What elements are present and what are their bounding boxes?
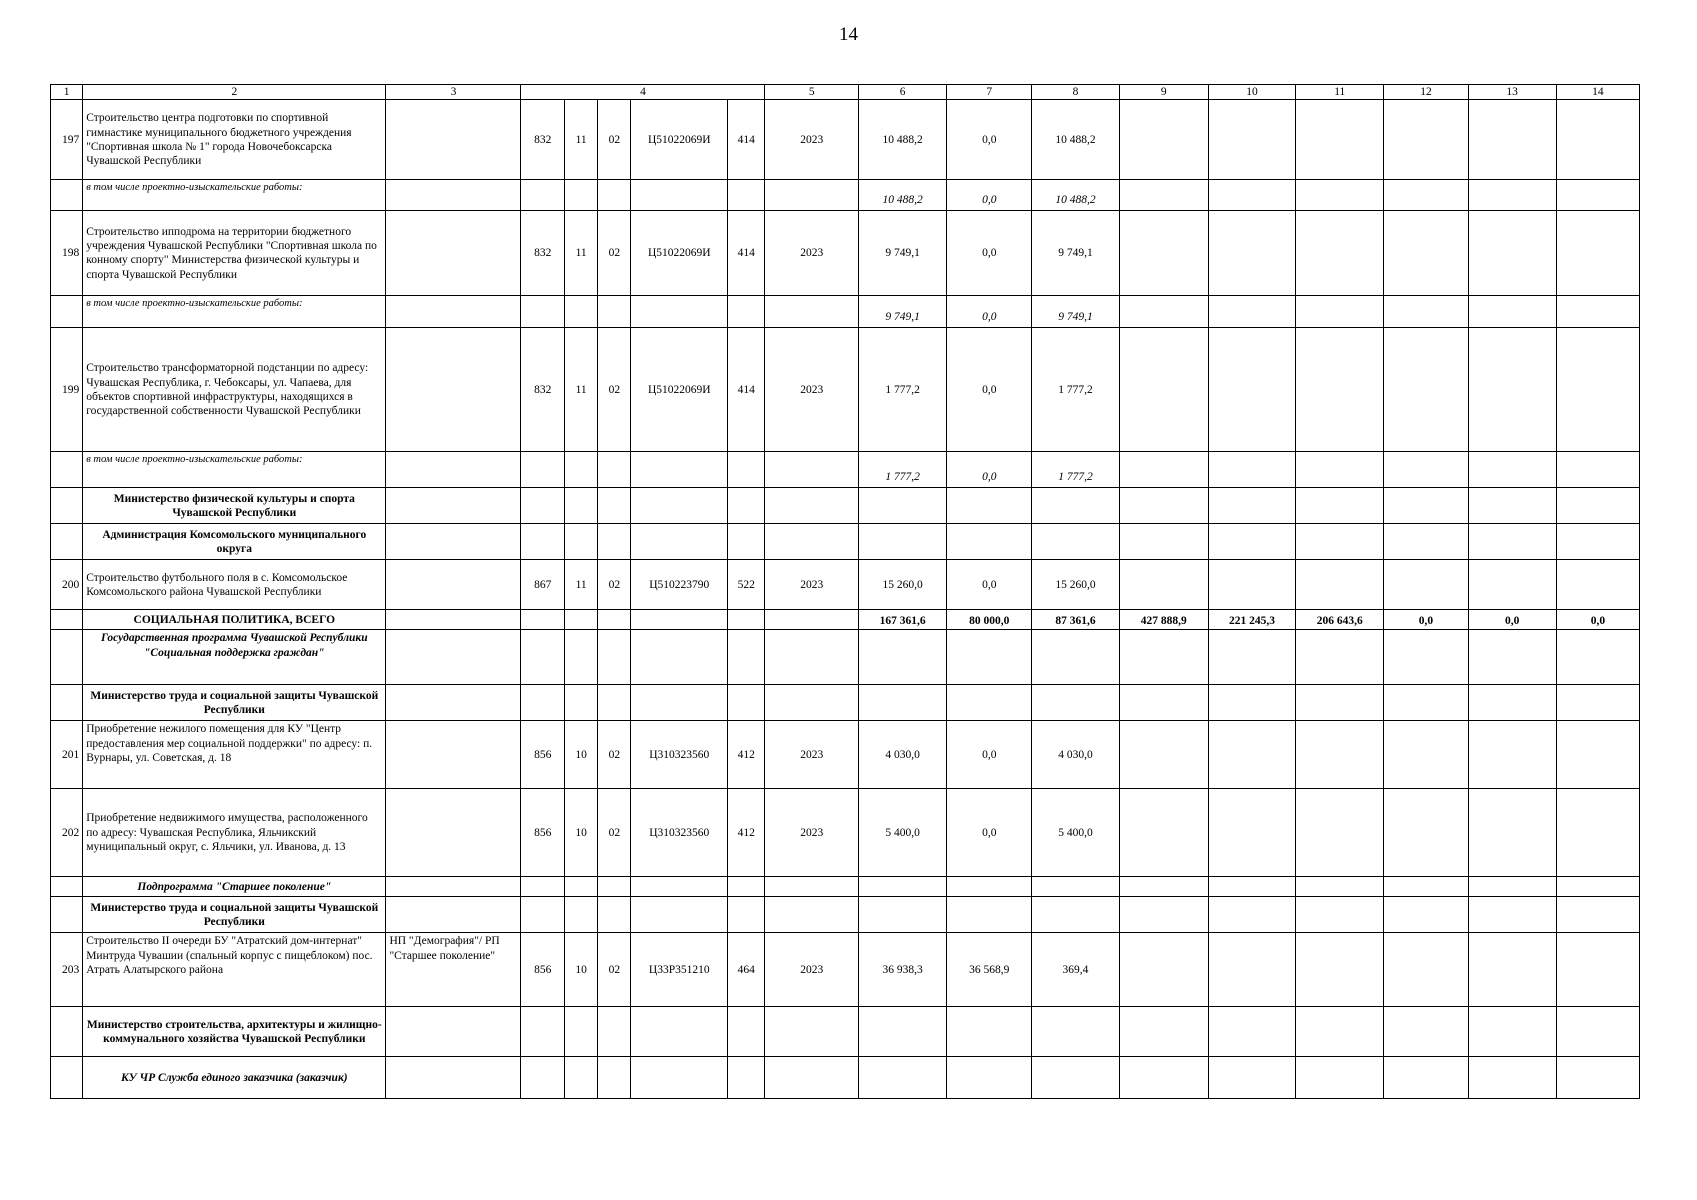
total-col12: 0,0: [1384, 610, 1468, 630]
amount-col8: 15 260,0: [1032, 560, 1119, 610]
expense-type-code: 414: [728, 211, 765, 296]
section-code: 10: [565, 721, 598, 789]
target-code: Ц310323560: [631, 721, 728, 789]
amount-col6: 36 938,3: [858, 933, 946, 1007]
amount-col7: 0,0: [947, 328, 1032, 452]
ministry-heading: Министерство физической культуры и спорта Чувашской Республики: [83, 488, 386, 524]
total-col11: 206 643,6: [1296, 610, 1384, 630]
table-row: [51, 721, 1640, 789]
total-col6: 167 361,6: [858, 610, 946, 630]
year-cell: 2023: [765, 560, 858, 610]
header-col: 10: [1208, 85, 1295, 100]
amount-col6: 1 777,2: [858, 328, 946, 452]
header-col: 2: [83, 85, 386, 100]
row-number: 198: [51, 211, 83, 296]
amount-col7: 0,0: [947, 296, 1032, 328]
header-col: 6: [858, 85, 946, 100]
page-number: 14: [839, 24, 858, 45]
grbs-code: 856: [521, 721, 565, 789]
subprogram-heading: Подпрограмма "Старшее поколение": [83, 877, 386, 897]
total-col7: 80 000,0: [947, 610, 1032, 630]
amount-col6: 1 777,2: [858, 452, 946, 488]
subrow-label: в том числе проектно-изыскательские работы:: [83, 296, 386, 328]
target-code: Ц51022069И: [631, 211, 728, 296]
header-row: [51, 85, 1640, 100]
row-number: 202: [51, 789, 83, 877]
target-code: Ц51022069И: [631, 100, 728, 180]
object-name: Строительство II очереди БУ "Атратский дом-интернат" Минтруда Чувашии (спальный корпус с пищеблоком) пос. Атрать Алатырского района: [83, 933, 386, 1007]
amount-col6: 5 400,0: [858, 789, 946, 877]
table-row: [51, 897, 1640, 933]
total-col10: 221 245,3: [1208, 610, 1295, 630]
year-cell: 2023: [765, 100, 858, 180]
program-cell: [386, 100, 521, 180]
section-code: 11: [565, 100, 598, 180]
section-code: 10: [565, 933, 598, 1007]
grbs-code: 856: [521, 933, 565, 1007]
amount-col7: 0,0: [947, 211, 1032, 296]
table-row: [51, 630, 1640, 685]
amount-col8: 9 749,1: [1032, 211, 1119, 296]
amount-col8: 1 777,2: [1032, 452, 1119, 488]
year-cell: 2023: [765, 721, 858, 789]
year-cell: 2023: [765, 328, 858, 452]
grbs-code: 832: [521, 328, 565, 452]
header-col: 7: [947, 85, 1032, 100]
object-name: Строительство центра подготовки по спортивной гимнастике муниципального бюджетного учреждения "Спортивная школа № 1" города Новочебоксарска Чувашской Республики: [83, 100, 386, 180]
table-row: [51, 211, 1640, 296]
total-col9: 427 888,9: [1119, 610, 1208, 630]
year-cell: 2023: [765, 789, 858, 877]
row-number: 200: [51, 560, 83, 610]
grbs-code: 867: [521, 560, 565, 610]
header-col: 8: [1032, 85, 1119, 100]
table-row: [51, 100, 1640, 180]
target-code: Ц510223790: [631, 560, 728, 610]
ministry-heading: Министерство труда и социальной защиты Чувашской Республики: [83, 897, 386, 933]
amount-col6: 10 488,2: [858, 100, 946, 180]
subrow-label: в том числе проектно-изыскательские работы:: [83, 452, 386, 488]
subsection-code: 02: [598, 100, 631, 180]
amount-col7: 0,0: [947, 100, 1032, 180]
table-row: [51, 488, 1640, 524]
program-cell: НП "Демография"/ РП "Старшее поколение": [386, 933, 521, 1007]
table-row: [51, 1007, 1640, 1057]
ministry-heading: Министерство труда и социальной защиты Чувашской Республики: [83, 685, 386, 721]
section-code: 11: [565, 328, 598, 452]
table-row: [51, 685, 1640, 721]
table-row: [51, 524, 1640, 560]
table-row: [51, 789, 1640, 877]
header-col: 5: [765, 85, 858, 100]
amount-col8: 5 400,0: [1032, 789, 1119, 877]
amount-col7: 0,0: [947, 789, 1032, 877]
header-col: 4: [521, 85, 765, 100]
object-name: Приобретение нежилого помещения для КУ "Центр предоставления мер социальной поддержки" по адресу: п. Вурнары, ул. Советская, д. 18: [83, 721, 386, 789]
table-row: [51, 877, 1640, 897]
expense-type-code: 412: [728, 721, 765, 789]
target-code: Ц51022069И: [631, 328, 728, 452]
table-row: [51, 180, 1640, 211]
amount-col8: 1 777,2: [1032, 328, 1119, 452]
total-col8: 87 361,6: [1032, 610, 1119, 630]
subsection-code: 02: [598, 328, 631, 452]
expense-type-code: 414: [728, 100, 765, 180]
year-cell: 2023: [765, 211, 858, 296]
expense-type-code: 412: [728, 789, 765, 877]
table-row: [51, 560, 1640, 610]
expense-type-code: 464: [728, 933, 765, 1007]
row-number: 199: [51, 328, 83, 452]
amount-col7: 0,0: [947, 452, 1032, 488]
subsection-code: 02: [598, 211, 631, 296]
amount-col6: 10 488,2: [858, 180, 946, 211]
object-name: Приобретение недвижимого имущества, расположенного по адресу: Чувашская Республика, Яльчикский муниципальный округ, с. Яльчики, ул. Иванова, д. 13: [83, 789, 386, 877]
header-col: 3: [386, 85, 521, 100]
header-col: 13: [1468, 85, 1556, 100]
amount-col6: 9 749,1: [858, 211, 946, 296]
table-row: [51, 296, 1640, 328]
amount-col8: 10 488,2: [1032, 100, 1119, 180]
amount-col8: 9 749,1: [1032, 296, 1119, 328]
header-col: 11: [1296, 85, 1384, 100]
section-code: 11: [565, 211, 598, 296]
section-code: 10: [565, 789, 598, 877]
table-row: [51, 452, 1640, 488]
target-code: Ц33Р351210: [631, 933, 728, 1007]
header-col: 9: [1119, 85, 1208, 100]
object-name: Строительство футбольного поля в с. Комсомольское Комсомольского района Чувашской Республики: [83, 560, 386, 610]
amount-col8: 4 030,0: [1032, 721, 1119, 789]
table-row: [51, 1057, 1640, 1099]
object-name: Строительство трансформаторной подстанции по адресу: Чувашская Республика, г. Чебоксары, ул. Чапаева, для объектов спортивной инфраструктуры, находящихся в государственной собственности Чувашской Республики: [83, 328, 386, 452]
program-heading: Государственная программа Чувашской Республики "Социальная поддержка граждан": [83, 630, 386, 685]
subsection-code: 02: [598, 560, 631, 610]
object-name: Строительство ипподрома на территории бюджетного учреждения Чувашской Республики "Спортивная школа по конному спорту" Министерства физической культуры и спорта Чувашской Республики: [83, 211, 386, 296]
amount-col7: 36 568,9: [947, 933, 1032, 1007]
amount-col8: 369,4: [1032, 933, 1119, 1007]
amount-col7: 0,0: [947, 180, 1032, 211]
customer-heading: КУ ЧР Служба единого заказчика (заказчик): [83, 1057, 386, 1099]
expense-type-code: 414: [728, 328, 765, 452]
header-col: 14: [1556, 85, 1639, 100]
budget-table: [50, 84, 1640, 1099]
row-number: 197: [51, 100, 83, 180]
subsection-code: 02: [598, 721, 631, 789]
total-col14: 0,0: [1556, 610, 1639, 630]
year-cell: 2023: [765, 933, 858, 1007]
amount-col7: 0,0: [947, 560, 1032, 610]
ministry-heading: Администрация Комсомольского муниципального округа: [83, 524, 386, 560]
amount-col8: 10 488,2: [1032, 180, 1119, 211]
grbs-code: 832: [521, 211, 565, 296]
total-col13: 0,0: [1468, 610, 1556, 630]
header-col: 1: [51, 85, 83, 100]
subrow-label: в том числе проектно-изыскательские работы:: [83, 180, 386, 211]
total-label: СОЦИАЛЬНАЯ ПОЛИТИКА, ВСЕГО: [83, 610, 386, 630]
subsection-code: 02: [598, 789, 631, 877]
amount-col6: 15 260,0: [858, 560, 946, 610]
grbs-code: 832: [521, 100, 565, 180]
amount-col6: 9 749,1: [858, 296, 946, 328]
row-number: 201: [51, 721, 83, 789]
grbs-code: 856: [521, 789, 565, 877]
amount-col6: 4 030,0: [858, 721, 946, 789]
row-number: 203: [51, 933, 83, 1007]
table-row: [51, 328, 1640, 452]
section-code: 11: [565, 560, 598, 610]
target-code: Ц310323560: [631, 789, 728, 877]
total-row: [51, 610, 1640, 630]
table-row: [51, 933, 1640, 1007]
expense-type-code: 522: [728, 560, 765, 610]
header-col: 12: [1384, 85, 1468, 100]
ministry-heading: Министерство строительства, архитектуры и жилищно-коммунального хозяйства Чувашской Республики: [83, 1007, 386, 1057]
amount-col7: 0,0: [947, 721, 1032, 789]
subsection-code: 02: [598, 933, 631, 1007]
